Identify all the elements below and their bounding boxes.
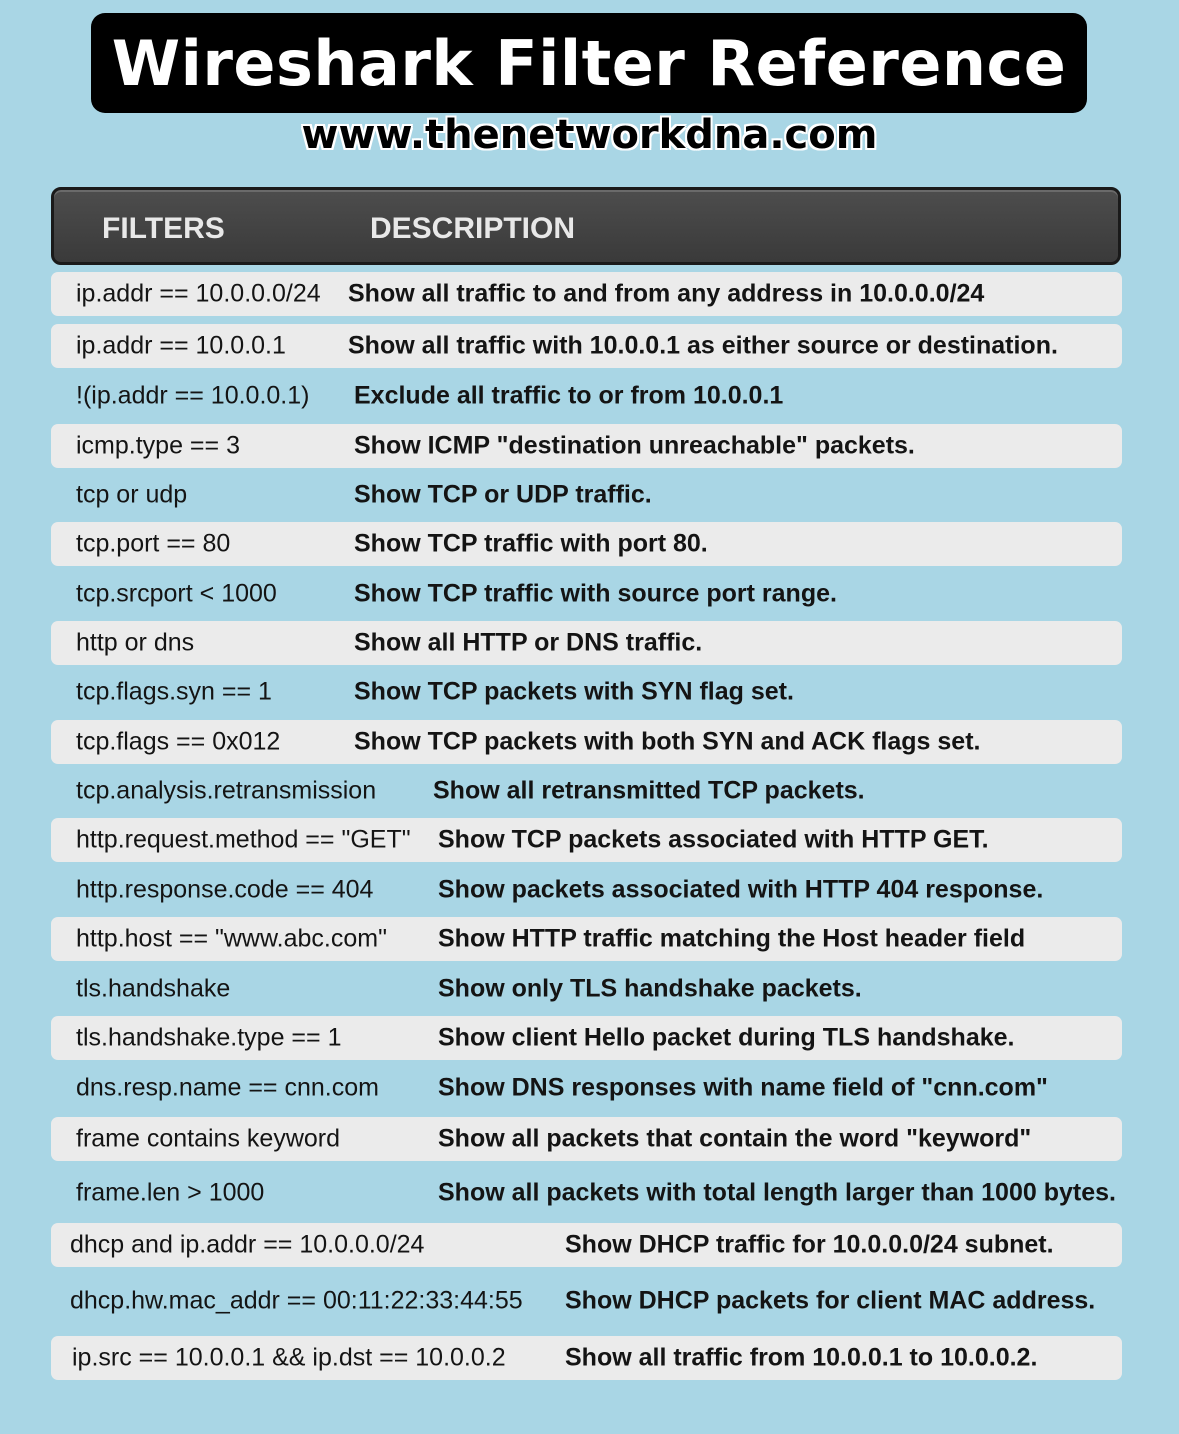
filter-expression: tcp.srcport < 1000 — [76, 579, 277, 608]
table-row — [51, 1066, 1122, 1110]
filter-description: Show HTTP traffic matching the Host header field — [438, 924, 1026, 953]
filter-description: Show all retransmitted TCP packets. — [433, 776, 865, 805]
filter-expression: icmp.type == 3 — [76, 431, 240, 460]
table-row — [51, 522, 1122, 566]
table-row — [51, 670, 1122, 714]
filter-expression: frame.len > 1000 — [76, 1178, 265, 1207]
table-row — [51, 1016, 1122, 1060]
table-row — [51, 324, 1122, 368]
filter-description: Show TCP packets with both SYN and ACK flags set. — [354, 727, 981, 756]
table-row — [51, 1223, 1122, 1267]
filter-description: Show client Hello packet during TLS handshake. — [438, 1023, 1015, 1052]
table-row — [51, 473, 1122, 517]
page-title: Wireshark Filter Reference — [111, 26, 1067, 100]
filter-description: Exclude all traffic to or from 10.0.0.1 — [354, 381, 784, 410]
table-row — [51, 917, 1122, 961]
filter-expression: tcp.flags.syn == 1 — [76, 677, 272, 706]
filter-description: Show DHCP packets for client MAC address. — [565, 1286, 1096, 1315]
filter-expression: ip.addr == 10.0.0.1 — [76, 331, 286, 360]
filter-description: Show all packets that contain the word "keyword" — [438, 1124, 1032, 1153]
filter-expression: tcp.analysis.retransmission — [76, 776, 377, 805]
filter-description: Show ICMP "destination unreachable" packets. — [354, 431, 915, 460]
filter-expression: !(ip.addr == 10.0.0.1) — [76, 381, 310, 410]
filter-expression: tls.handshake.type == 1 — [76, 1023, 342, 1052]
filter-expression: dns.resp.name == cnn.com — [76, 1073, 379, 1102]
table-row — [51, 1279, 1122, 1323]
table-row — [51, 769, 1122, 813]
filter-expression: http or dns — [76, 628, 195, 657]
filter-description: Show TCP or UDP traffic. — [354, 480, 652, 509]
table-row — [51, 572, 1122, 616]
table-row — [51, 967, 1122, 1011]
filter-expression: http.request.method == "GET" — [76, 825, 411, 854]
filter-description: Show DNS responses with name field of "cnn.com" — [438, 1073, 1048, 1102]
description-column-header: DESCRIPTION — [370, 212, 576, 245]
filters-column-header: FILTERS — [102, 212, 225, 245]
table-row — [51, 1336, 1122, 1380]
filter-description: Show all HTTP or DNS traffic. — [354, 628, 703, 657]
filter-expression: tcp.port == 80 — [76, 529, 231, 558]
filter-description: Show TCP traffic with port 80. — [354, 529, 708, 558]
table-row — [51, 818, 1122, 862]
filter-description: Show all traffic from 10.0.0.1 to 10.0.0.2. — [565, 1343, 1038, 1372]
table-row — [51, 1171, 1122, 1215]
filter-description: Show only TLS handshake packets. — [438, 974, 862, 1003]
filter-description: Show all traffic to and from any address in 10.0.0.0/24 — [348, 279, 985, 308]
filter-description: Show TCP packets associated with HTTP GET. — [438, 825, 989, 854]
filter-expression: tcp.flags == 0x012 — [76, 727, 281, 756]
filter-description: Show packets associated with HTTP 404 response. — [438, 875, 1044, 904]
table-row — [51, 374, 1122, 418]
filter-expression: dhcp.hw.mac_addr == 00:11:22:33:44:55 — [70, 1286, 523, 1315]
filter-expression: dhcp and ip.addr == 10.0.0.0/24 — [70, 1230, 425, 1259]
filter-description: Show TCP traffic with source port range. — [354, 579, 837, 608]
filter-description: Show all traffic with 10.0.0.1 as either source or destination. — [348, 331, 1058, 360]
filter-description: Show DHCP traffic for 10.0.0.0/24 subnet. — [565, 1230, 1054, 1259]
filter-expression: tls.handshake — [76, 974, 231, 1003]
filter-expression: http.response.code == 404 — [76, 875, 374, 904]
filter-expression: ip.addr == 10.0.0.0/24 — [76, 279, 321, 308]
filter-expression: frame contains keyword — [76, 1124, 341, 1153]
filter-description: Show all packets with total length larger than 1000 bytes. — [438, 1178, 1116, 1207]
filter-description: Show TCP packets with SYN flag set. — [354, 677, 794, 706]
table-header — [51, 187, 1121, 265]
table-row — [51, 424, 1122, 468]
title-banner — [91, 13, 1087, 113]
table-row — [51, 621, 1122, 665]
table-row — [51, 272, 1122, 316]
table-row — [51, 868, 1122, 912]
table-row — [51, 1117, 1122, 1161]
filter-expression: ip.src == 10.0.0.1 && ip.dst == 10.0.0.2 — [72, 1343, 506, 1372]
filter-expression: http.host == "www.abc.com" — [76, 924, 387, 953]
filter-expression: tcp or udp — [76, 480, 188, 509]
website-url: www.thenetworkdna.com — [301, 112, 878, 158]
table-row — [51, 720, 1122, 764]
